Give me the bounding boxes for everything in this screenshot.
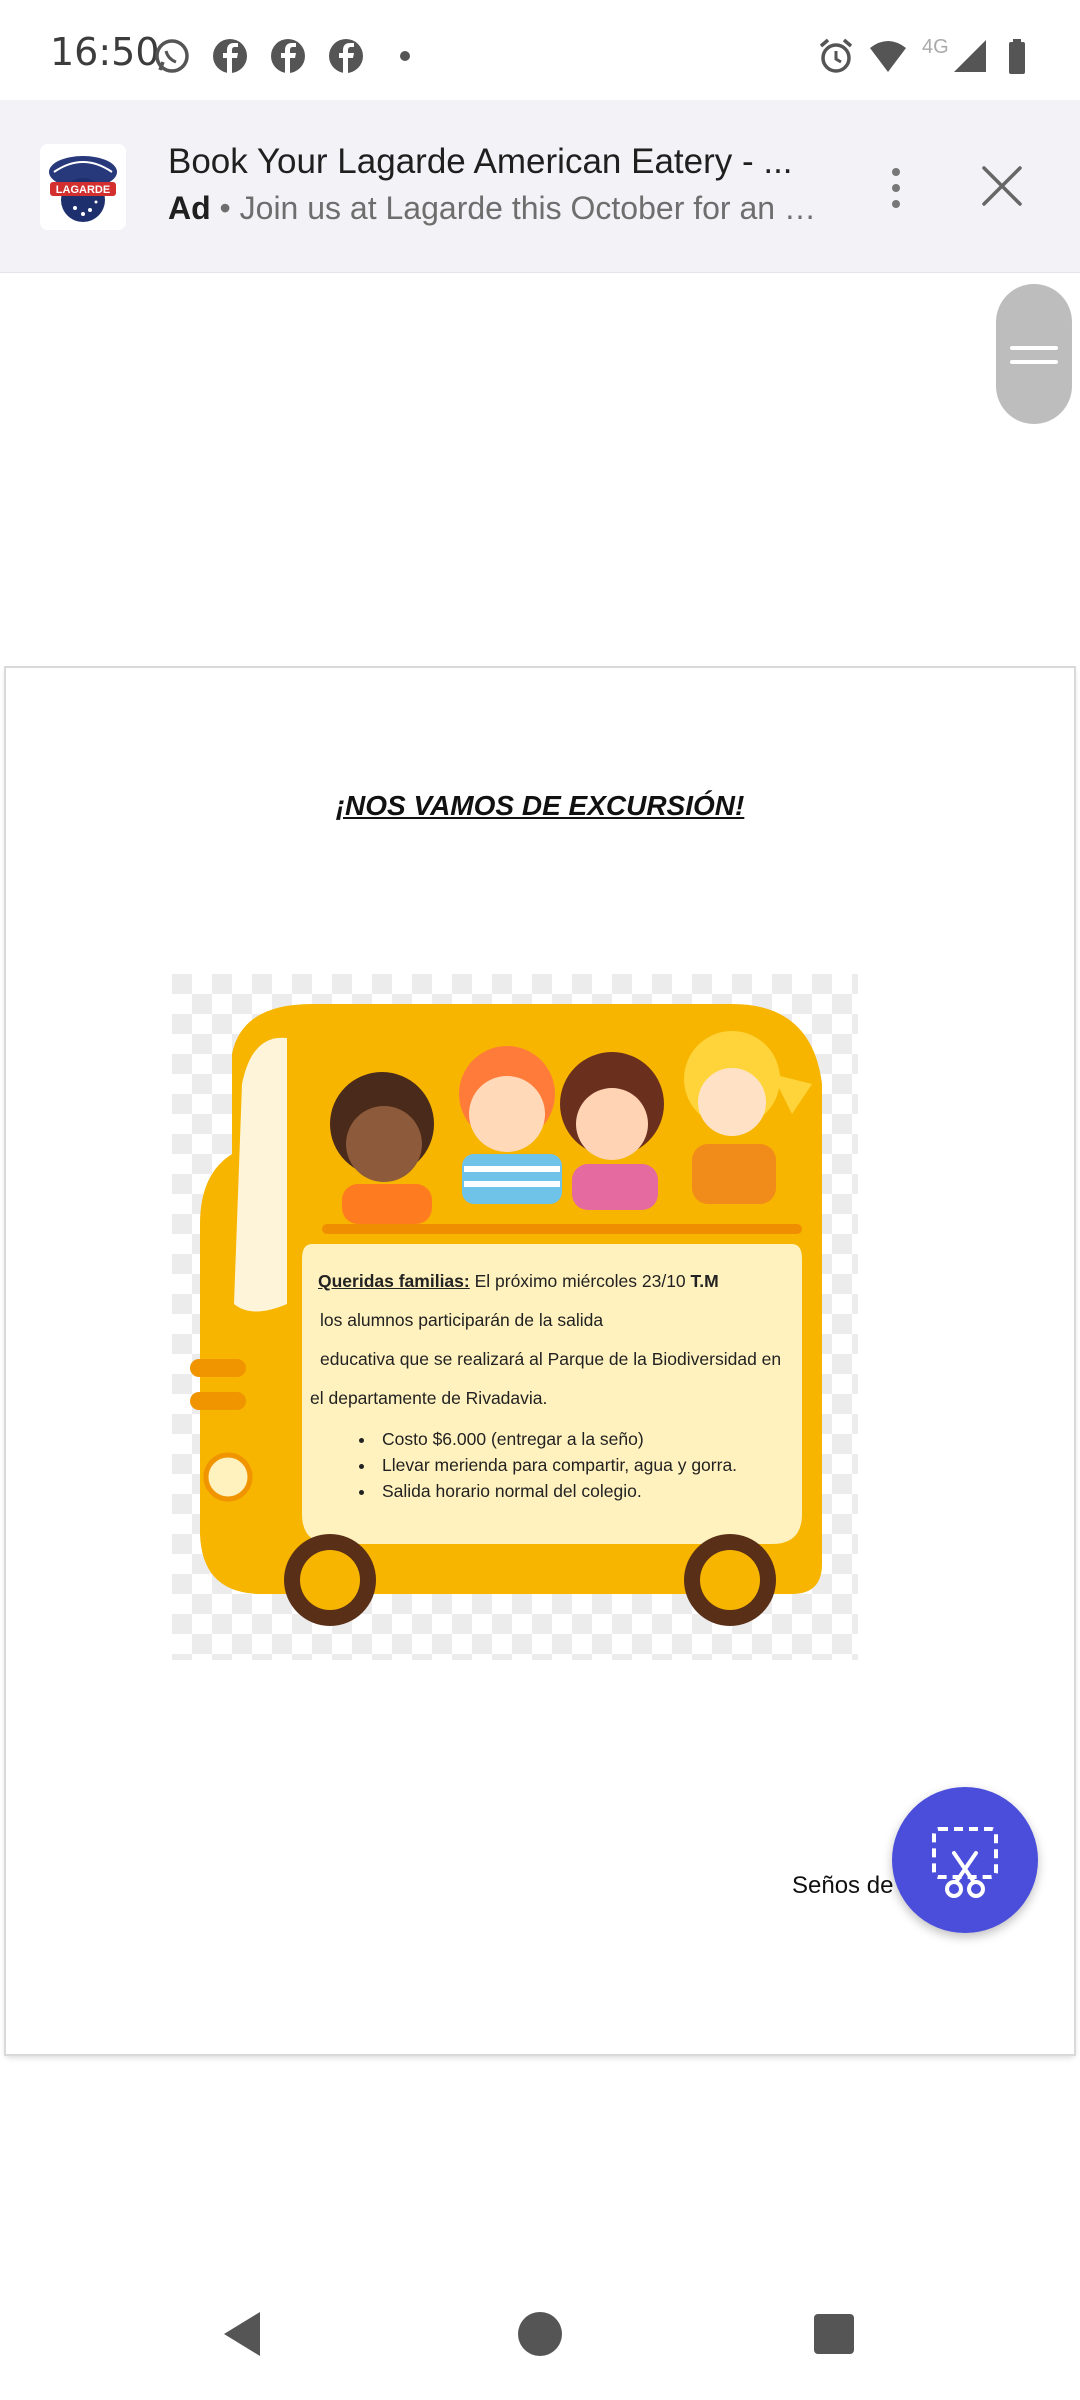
- ad-subtitle[interactable]: [168, 190, 828, 227]
- screenshot-crop-button[interactable]: [892, 1787, 1038, 1933]
- signature-text: Seños de: [792, 1872, 894, 1899]
- battery-icon: [1000, 36, 1040, 76]
- ad-title[interactable]: Book Your Lagarde American Eatery - ...: [168, 142, 793, 181]
- list-item: • Costo $6.000 (entregar a la seño): [376, 1426, 737, 1452]
- facebook-icon: [210, 36, 250, 76]
- alarm-icon: [816, 36, 856, 76]
- status-time: 16:50: [50, 30, 160, 74]
- flyer-line4: el departamente de Rivadavia.: [310, 1388, 548, 1408]
- list-item: • Llevar merienda para compartir, agua y gorra.: [376, 1452, 737, 1478]
- ad-separator: •: [210, 190, 240, 226]
- dot-icon: [390, 36, 430, 76]
- ad-badge: Ad: [168, 190, 211, 226]
- document-title: ¡NOS VAMOS DE EXCURSIÓN!: [335, 790, 745, 821]
- flyer-line1: El próximo miércoles 23/10: [469, 1271, 691, 1291]
- crop-scissors-icon: [892, 1787, 1038, 1933]
- wifi-icon: [868, 36, 908, 76]
- ad-logo: [40, 144, 126, 230]
- flyer-tm: T.M: [690, 1271, 719, 1291]
- drag-lines-icon: [996, 284, 1072, 424]
- facebook-icon: [268, 36, 308, 76]
- close-icon[interactable]: [976, 160, 1028, 212]
- signal-icon: [950, 36, 990, 76]
- more-options-icon[interactable]: [876, 160, 916, 220]
- ad-subtitle-text: Join us at Lagarde this October for an e...: [239, 190, 828, 226]
- kid-1: [330, 1072, 434, 1224]
- flyer-greeting: Queridas familias:: [318, 1271, 470, 1291]
- scroll-handle[interactable]: [996, 284, 1072, 424]
- ad-banner[interactable]: [0, 100, 1080, 273]
- home-icon[interactable]: [510, 2304, 570, 2364]
- network-type-label: 4G: [922, 36, 949, 58]
- back-icon[interactable]: [214, 2304, 274, 2364]
- flyer-bullet-list: [336, 1426, 737, 1504]
- recents-icon[interactable]: [804, 2304, 864, 2364]
- flyer-line2: los alumnos participarán de la salida: [320, 1310, 604, 1330]
- ad-logo-text: LAGARDE: [55, 184, 111, 196]
- flyer-line3: educativa que se realizará al Parque de la Biodiversidad en: [320, 1349, 782, 1369]
- flyer-message: [310, 1262, 790, 1418]
- facebook-icon: [326, 36, 366, 76]
- whatsapp-icon: [152, 36, 192, 76]
- list-item: • Salida horario normal del colegio.: [376, 1478, 737, 1504]
- status-bar: [0, 0, 1080, 100]
- kid-3: [560, 1052, 664, 1210]
